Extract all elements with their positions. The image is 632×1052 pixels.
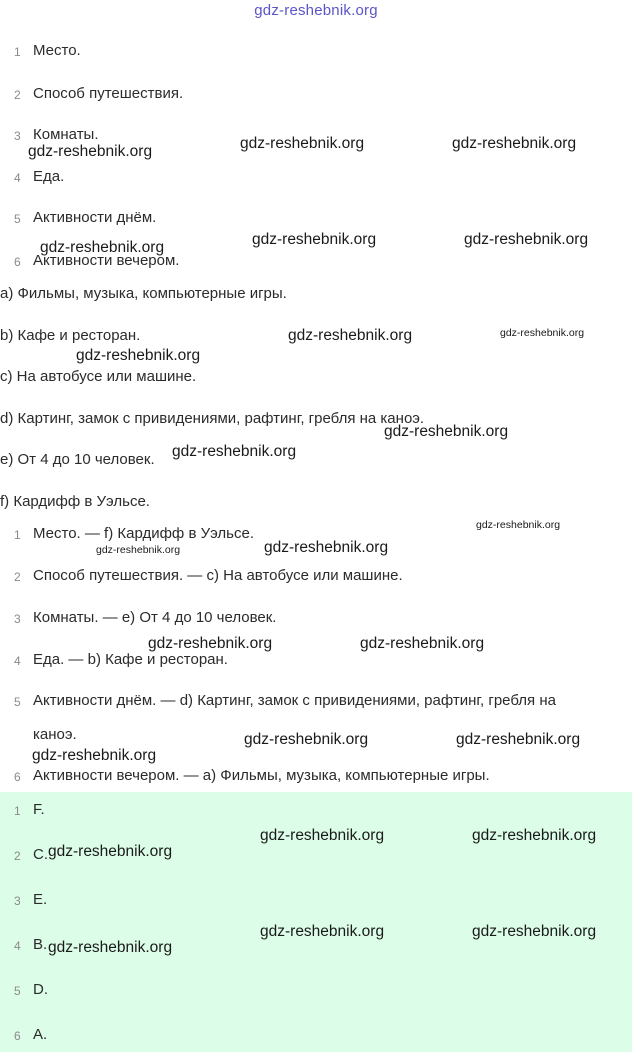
- match-number: 6: [14, 770, 21, 784]
- watermark-text: gdz-reshebnik.org: [32, 747, 157, 764]
- question-number: 1: [14, 45, 21, 59]
- watermark-text: gdz-reshebnik.org: [28, 143, 153, 160]
- watermark-text: gdz-reshebnik.org: [288, 327, 413, 344]
- watermark-text: gdz-reshebnik.org: [76, 347, 201, 364]
- question-text: Еда.: [33, 168, 65, 185]
- question-number: 6: [14, 255, 21, 269]
- question-text: Активности вечером.: [33, 252, 180, 269]
- question-text: Комнаты.: [33, 126, 99, 143]
- answer-text: A.: [33, 1026, 48, 1043]
- watermark-text: gdz-reshebnik.org: [472, 923, 597, 940]
- answer-number: 4: [14, 939, 21, 953]
- watermark-text: gdz-reshebnik.org: [260, 827, 385, 844]
- match-number: 4: [14, 654, 21, 668]
- watermark-text: gdz-reshebnik.org: [48, 939, 173, 956]
- option-text: f) Кардифф в Уэльсе.: [0, 493, 150, 510]
- match-text: Место. — f) Кардифф в Уэльсе.: [33, 525, 255, 542]
- watermark-text: gdz-reshebnik.org: [252, 231, 377, 248]
- answer-number: 3: [14, 894, 21, 908]
- watermark-text: gdz-reshebnik.org: [384, 423, 509, 440]
- option-text: b) Кафе и ресторан.: [0, 327, 141, 344]
- match-text: Еда. — b) Кафе и ресторан.: [33, 651, 228, 668]
- match-text: Активности днём. — d) Картинг, замок с привидениями, рафтинг, гребля на: [33, 692, 556, 709]
- match-number: 3: [14, 612, 21, 626]
- watermark-text: gdz-reshebnik.org: [260, 923, 385, 940]
- option-text: d) Картинг, замок с привидениями, рафтинг, гребля на каноэ.: [0, 410, 425, 427]
- watermark-text: gdz-reshebnik.org: [96, 544, 181, 556]
- answer-text: B.: [33, 936, 48, 953]
- match-text-continuation: каноэ.: [33, 726, 77, 743]
- watermark-text: gdz-reshebnik.org: [40, 239, 165, 256]
- question-number: 5: [14, 212, 21, 226]
- answer-number: 6: [14, 1029, 21, 1043]
- match-number: 1: [14, 528, 21, 542]
- watermark-text: gdz-reshebnik.org: [456, 731, 581, 748]
- match-number: 5: [14, 695, 21, 709]
- option-text: c) На автобусе или машине.: [0, 368, 197, 385]
- answer-text: C.: [33, 846, 48, 863]
- question-text: Место.: [33, 42, 81, 59]
- watermark-text: gdz-reshebnik.org: [48, 843, 173, 860]
- match-text: Активности вечером. — a) Фильмы, музыка, компьютерные игры.: [33, 767, 490, 784]
- answer-text: D.: [33, 981, 48, 998]
- match-number: 2: [14, 570, 21, 584]
- watermark-text: gdz-reshebnik.org: [360, 635, 485, 652]
- option-text: a) Фильмы, музыка, компьютерные игры.: [0, 285, 287, 302]
- question-text: Способ путешествия.: [33, 85, 184, 102]
- watermark-text: gdz-reshebnik.org: [244, 731, 369, 748]
- answer-number: 2: [14, 849, 21, 863]
- watermark-text: gdz-reshebnik.org: [476, 519, 561, 531]
- site-header-watermark: gdz-reshebnik.org: [254, 2, 378, 19]
- match-text: Комнаты. — e) От 4 до 10 человек.: [33, 609, 277, 626]
- watermark-text: gdz-reshebnik.org: [240, 135, 365, 152]
- match-text: Способ путешествия. — c) На автобусе или машине.: [33, 567, 403, 584]
- watermark-text: gdz-reshebnik.org: [500, 327, 585, 339]
- watermark-text: gdz-reshebnik.org: [472, 827, 597, 844]
- answer-text: E.: [33, 891, 48, 908]
- watermark-text: gdz-reshebnik.org: [148, 635, 273, 652]
- watermark-text: gdz-reshebnik.org: [172, 443, 297, 460]
- watermark-text: gdz-reshebnik.org: [264, 539, 389, 556]
- question-text: Активности днём.: [33, 209, 157, 226]
- question-number: 4: [14, 171, 21, 185]
- answer-number: 1: [14, 804, 21, 818]
- question-number: 3: [14, 129, 21, 143]
- option-text: e) От 4 до 10 человек.: [0, 451, 155, 468]
- question-number: 2: [14, 88, 21, 102]
- watermark-text: gdz-reshebnik.org: [452, 135, 577, 152]
- watermark-text: gdz-reshebnik.org: [464, 231, 589, 248]
- answer-number: 5: [14, 984, 21, 998]
- answer-text: F.: [33, 801, 45, 818]
